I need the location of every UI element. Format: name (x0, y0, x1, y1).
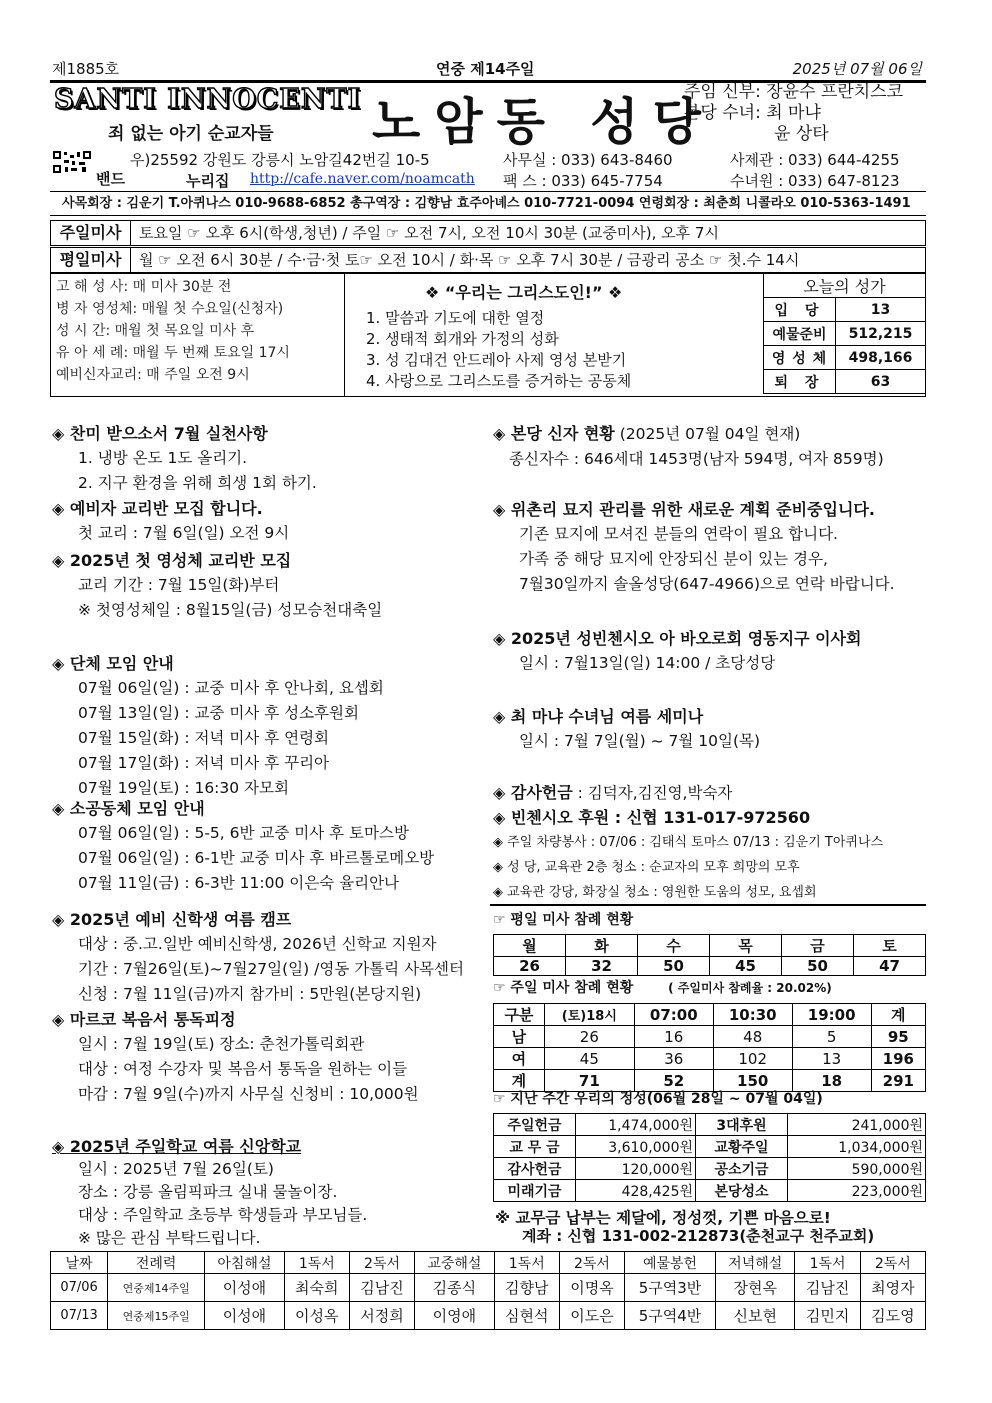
notice-line: 일시 : 7월 7일(월) ~ 7월 10일(목) (519, 732, 761, 750)
info-item: 유 아 세 례: 매월 두 번째 토요일 17시 (56, 345, 290, 361)
schedule-cell: 5구역4반 (625, 1302, 716, 1330)
notice-line: : 김덕자,김진영,박숙자 (572, 784, 733, 802)
cell: 교황주일 (696, 1136, 788, 1158)
notice-line: ※ 많은 관심 부탁드립니다. (78, 1229, 261, 1247)
dues-note: ※ 교무금 납부는 제달에, 정성껏, 기쁜 마음으로! (495, 1209, 831, 1227)
notice-catechumen (52, 496, 289, 546)
day-value: 45 (710, 957, 782, 976)
notice-line: 기간 : 7월26일(토)~7월27일(일) /영동 가톨릭 사목센터 (78, 960, 464, 978)
col-header: (토)18시 (544, 1004, 634, 1026)
notice-parishioners (493, 421, 884, 472)
schedule-header: 2독서 (559, 1252, 624, 1274)
info-item: 고 해 성 사: 매 미사 30분 전 (56, 279, 232, 295)
cell: 본당성소 (696, 1180, 788, 1202)
weekday-attendance-title: ☞ 평일 미사 참례 현황 (493, 912, 634, 928)
schedule-header: 1독서 (494, 1252, 559, 1274)
schedule-header: 아침해설 (205, 1252, 285, 1274)
notice-line: 첫 교리 : 7월 6일(일) 오전 9시 (78, 524, 290, 542)
sunday-attendance-table (493, 1003, 926, 1092)
cell: 196 (871, 1048, 925, 1070)
homepage-link[interactable]: http://cafe.naver.com/noamcath (250, 171, 475, 187)
goal-item: 4. 사랑으로 그리스도를 증거하는 공동체 (366, 372, 632, 390)
notice-heading: ◈ 2025년 첫 영성체 교리반 모집 (52, 551, 292, 570)
cell: 3,610,000원 (576, 1136, 696, 1158)
band-link[interactable]: 밴드 (96, 170, 125, 188)
notice-line: 07월 13일(일) : 교중 미사 후 성소후원회 (78, 704, 359, 722)
convent-phone: 수녀원 : 033) 647-8123 (730, 172, 900, 190)
cell: 18 (792, 1070, 871, 1092)
hymn-value: 13 (836, 298, 926, 322)
notice-line: 대상 : 주일학교 초등부 학생들과 부모님들. (78, 1206, 368, 1224)
weekday-mass (50, 247, 926, 273)
top-bar (50, 58, 926, 80)
notice-line: 장소 : 강릉 올림픽파크 실내 물놀이장. (78, 1183, 338, 1201)
col-header: 19:00 (792, 1004, 871, 1026)
sunday-mass-times: 토요일 ☞ 오후 6시(학생,청년) / 주일 ☞ 오전 7시, 오전 10시 30분 (교중미사), 오후 7시 (139, 224, 719, 242)
schedule-cell: 이영애 (415, 1302, 495, 1330)
schedule-cell: 최숙희 (284, 1274, 349, 1302)
notice-mark-retreat (52, 1007, 419, 1107)
finance-title: ☞ 지난 주간 우리의 정성(06월 28일 ~ 07월 04일) (493, 1091, 823, 1107)
notice-heading: ◈ 2025년 주일학교 여름 신앙학교 (52, 1137, 302, 1156)
schedule-cell: 이성애 (205, 1274, 285, 1302)
cell: 241,000원 (788, 1114, 926, 1136)
notice-cleaning-1: ◈ 성 당, 교육관 2층 청소 : 순교자의 모후 희망의 모후 (493, 860, 800, 875)
weekday-attendance-table (493, 934, 926, 976)
notice-heading: ◈ 2025년 예비 신학생 여름 캠프 (52, 910, 292, 929)
sacrament-info (56, 276, 290, 386)
notice-heading: ◈ 본당 신자 현황 (493, 424, 615, 443)
hymn-label: 입 당 (764, 298, 836, 322)
cell: 428,425원 (576, 1180, 696, 1202)
notice-cemetery (493, 497, 895, 597)
cell: 16 (634, 1026, 713, 1048)
weekday-mass-label: 평일미사 (51, 248, 131, 272)
schedule-cell: 이성애 (205, 1302, 285, 1330)
sister-2: 윤 상타 (774, 124, 829, 144)
col-header: 계 (871, 1004, 925, 1026)
page-title: 노암동 성당 (372, 93, 715, 151)
hymn-value: 512,215 (836, 322, 926, 346)
notice-heading: ◈ 감사헌금 (493, 783, 573, 802)
notice-line: 일시 : 2025년 7월 26일(토) (78, 1160, 274, 1178)
cell: 36 (634, 1048, 713, 1070)
notice-vincent-meeting (493, 626, 861, 676)
notice-heading: ◈ 예비자 교리반 모집 합니다. (52, 499, 263, 518)
cell: 223,000원 (788, 1180, 926, 1202)
schedule-cell: 김도영 (860, 1302, 925, 1330)
cell: 120,000원 (576, 1158, 696, 1180)
col-header: 10:30 (713, 1004, 792, 1026)
notice-small-community (52, 796, 434, 896)
notice-seminary-camp (52, 907, 464, 1007)
schedule-cell: 이성옥 (284, 1302, 349, 1330)
hymn-box (763, 273, 926, 397)
date: 2025년 07월 06일 (792, 60, 922, 78)
notice-line: 신청 : 7월 11일(금)까지 참가비 : 5만원(본당지원) (78, 985, 422, 1003)
season: 연중 제14주일 (436, 60, 535, 78)
notice-line: 07월 15일(화) : 저녁 미사 후 연령회 (78, 729, 330, 747)
cell: 교 무 금 (494, 1136, 576, 1158)
info-item: 성 시 간: 매월 첫 목요일 미사 후 (56, 323, 255, 339)
sunday-attendance-title (493, 976, 832, 1001)
goal-item: 2. 생태적 회개와 가정의 성화 (366, 330, 559, 348)
notice-line: 교리 기간 : 7월 15일(화)부터 (78, 576, 280, 594)
cell: 감사헌금 (494, 1158, 576, 1180)
notice-cleaning-2: ◈ 교육관 강당, 화장실 청소 : 영원한 도움의 성모, 요셉회 (493, 885, 817, 900)
schedule-cell: 김남진 (795, 1274, 860, 1302)
notice-heading: ◈ 빈첸시오 후원 : 신협 131-017-972560 (493, 808, 811, 827)
notice-first-communion (52, 548, 382, 623)
hymn-label: 영 성 체 (764, 346, 836, 370)
notice-line: 대상 : 중.고.일반 예비신학생, 2026년 신학교 지원자 (78, 935, 437, 953)
day-value: 50 (638, 957, 710, 976)
schedule-cell: 이도은 (559, 1302, 624, 1330)
schedule-cell: 장현옥 (715, 1274, 795, 1302)
cell: 71 (544, 1070, 634, 1092)
notice-heading: ◈ 소공동체 모임 안내 (52, 799, 205, 818)
cell: 102 (713, 1048, 792, 1070)
info-item: 병 자 영성체: 매월 첫 수요일(신청자) (56, 301, 284, 317)
goal-item: 3. 성 김대건 안드레아 사제 영성 본받기 (366, 351, 627, 369)
qr-code-icon (52, 150, 92, 174)
notice-line: 07월 11일(금) : 6-3반 11:00 이은숙 율리안나 (78, 874, 400, 892)
day-value: 47 (854, 957, 926, 976)
notice-date: (2025년 07월 04일 현재) (619, 425, 801, 443)
notice-line: 2. 지구 환경을 위해 희생 1회 하기. (78, 474, 317, 492)
day-header: 토 (854, 935, 926, 957)
schedule-header: 예물봉헌 (625, 1252, 716, 1274)
notice-heading: ◈ 찬미 받으소서 7월 실천사항 (52, 424, 268, 443)
clergy (684, 82, 903, 145)
notice-line: 대상 : 여정 수강자 및 복음서 통독을 원하는 이들 (78, 1060, 408, 1078)
cell: 3대후원 (696, 1114, 788, 1136)
notice-driving: ◈ 주일 차량봉사 : 07/06 : 김태식 토마스 07/13 : 김운기 T아퀴나스 (493, 835, 884, 850)
office-phone: 사무실 : 033) 643-8460 (503, 151, 673, 169)
cell: 주일헌금 (494, 1114, 576, 1136)
schedule-cell: 심현석 (494, 1302, 559, 1330)
notice-laudato-si (52, 421, 317, 496)
sunday-attendance-label: ☞ 주일 미사 참례 현황 (493, 980, 634, 996)
cell: 1,034,000원 (788, 1136, 926, 1158)
cell: 여 (494, 1048, 545, 1070)
sister-1: 본당 수녀: 최 마냐 (684, 103, 821, 123)
notice-group-meetings (52, 651, 384, 801)
goals-title: ❖ “우리는 그리스도인!” ❖ (425, 283, 623, 302)
day-header: 금 (782, 935, 854, 957)
schedule-cell: 김남진 (349, 1274, 414, 1302)
hymn-title: 오늘의 성가 (764, 274, 926, 298)
cell: 45 (544, 1048, 634, 1070)
hymn-value: 498,166 (836, 346, 926, 370)
day-header: 월 (494, 935, 566, 957)
schedule-cell: 5구역3반 (625, 1274, 716, 1302)
day-value: 50 (782, 957, 854, 976)
hymn-value: 63 (836, 370, 926, 394)
schedule-cell: 신보현 (715, 1302, 795, 1330)
cell: 150 (713, 1070, 792, 1092)
col-header: 구분 (494, 1004, 545, 1026)
notice-line: 07월 19일(토) : 16:30 자모회 (78, 779, 289, 797)
address: 우)25592 강원도 강릉시 노암길42번길 10-5 (130, 151, 430, 169)
day-header: 수 (638, 935, 710, 957)
col-header: 07:00 (634, 1004, 713, 1026)
schedule-cell: 07/13 (51, 1302, 108, 1330)
schedule-cell: 최영자 (860, 1274, 925, 1302)
day-value: 32 (566, 957, 638, 976)
schedule-cell: 서정희 (349, 1302, 414, 1330)
cell: 계 (494, 1070, 545, 1092)
day-header: 목 (710, 935, 782, 957)
schedule-header: 2독서 (860, 1252, 925, 1274)
notice-heading: ◈ 단체 모임 안내 (52, 654, 174, 673)
schedule-cell: 김종식 (415, 1274, 495, 1302)
cell: 미래기금 (494, 1180, 576, 1202)
notice-line: 종신자수 : 646세대 1453명(남자 594명, 여자 859명) (509, 450, 884, 468)
notice-heading: ◈ 마르코 복음서 통독피정 (52, 1010, 236, 1029)
schedule-header: 1독서 (284, 1252, 349, 1274)
notice-line: 일시 : 7월 19일(토) 장소: 춘천가톨릭회관 (78, 1035, 365, 1053)
schedule-cell: 07/06 (51, 1274, 108, 1302)
issue-number: 제1885호 (52, 60, 120, 78)
logo-text: SANTI INNOCENTI (54, 84, 362, 115)
schedule-cell: 김민지 (795, 1302, 860, 1330)
sunday-mass (50, 220, 926, 246)
finance-table (493, 1113, 926, 1202)
notice-heading: ◈ 최 마냐 수녀님 여름 세미나 (493, 707, 704, 726)
notice-line: 07월 17일(화) : 저녁 미사 후 꾸리아 (78, 754, 330, 772)
cell: 남 (494, 1026, 545, 1048)
cell: 26 (544, 1026, 634, 1048)
schedule-header: 날짜 (51, 1252, 108, 1274)
cell: 52 (634, 1070, 713, 1092)
cell: 1,474,000원 (576, 1114, 696, 1136)
notice-sunday-school (52, 1135, 367, 1250)
schedule-cell: 김향남 (494, 1274, 559, 1302)
notice-line: 07월 06일(일) : 5-5, 6반 교중 미사 후 토마스방 (78, 824, 409, 842)
officers-line: 사목회장 : 김운기 T.아퀴나스 010-9688-6852 총구역장 : 김향남 효주아녜스 010-7721-0094 연령회장 : 최춘희 니콜라오 010-5363-1491 (50, 191, 926, 216)
day-header: 화 (566, 935, 638, 957)
schedule-cell: 연중제15주일 (108, 1302, 205, 1330)
notice-line: 7월30일까지 솔올성당(647-4966)으로 연락 바랍니다. (519, 575, 895, 593)
hymn-label: 퇴 장 (764, 370, 836, 394)
notice-line: 기존 묘지에 모셔진 분들의 연락이 필요 합니다. (519, 525, 838, 543)
weekday-mass-times: 월 ☞ 오전 6시 30분 / 수·금·첫 토☞ 오전 10시 / 화·목 ☞ 오후 7시 30분 / 금광리 공소 ☞ 첫.수 14시 (139, 251, 800, 269)
hymn-label: 예물준비 (764, 322, 836, 346)
cell: 291 (871, 1070, 925, 1092)
goals-list (366, 308, 631, 392)
schedule-header: 2독서 (349, 1252, 414, 1274)
day-value: 26 (494, 957, 566, 976)
notice-line: 마감 : 7월 9일(수)까지 사무실 신청비 : 10,000원 (78, 1085, 419, 1103)
notice-heading: ◈ 위촌리 묘지 관리를 위한 새로운 계획 준비중입니다. (493, 500, 875, 519)
notice-vincent-support (493, 805, 810, 831)
account-note: 계좌 : 신협 131-002-212873(춘천교구 천주교회) (522, 1227, 875, 1245)
goal-item: 1. 말씀과 기도에 대한 열정 (366, 309, 545, 327)
schedule-header: 1독서 (795, 1252, 860, 1274)
cell: 590,000원 (788, 1158, 926, 1180)
cell: 13 (792, 1048, 871, 1070)
cell: 48 (713, 1026, 792, 1048)
sunday-mass-label: 주일미사 (51, 221, 131, 245)
homepage-label: 누리집 (186, 172, 230, 190)
schedule-cell: 이명옥 (559, 1274, 624, 1302)
notice-heading: ◈ 2025년 성빈첸시오 아 바오로회 영동지구 이사회 (493, 629, 862, 648)
pastor: 주임 신부: 장윤수 프란치스코 (684, 82, 904, 102)
liturgy-schedule-table (50, 1251, 926, 1330)
notice-line: ※ 첫영성체일 : 8월15일(금) 성모승천대축일 (78, 601, 383, 619)
notice-line: 07월 06일(일) : 교중 미사 후 안나회, 요셉회 (78, 679, 384, 697)
info-item: 예비신자교리: 매 주일 오전 9시 (56, 367, 250, 383)
schedule-header: 저녁해설 (715, 1252, 795, 1274)
cell: 95 (871, 1026, 925, 1048)
notice-line: 일시 : 7월13일(일) 14:00 / 초당성당 (519, 654, 776, 672)
notice-line: 1. 냉방 온도 1도 올리기. (78, 449, 248, 467)
rectory-phone: 사제관 : 033) 644-4255 (730, 151, 900, 169)
notice-line: 07월 06일(일) : 6-1반 교중 미사 후 바르톨로메오방 (78, 849, 435, 867)
schedule-header: 전례력 (108, 1252, 205, 1274)
notice-seminar (493, 704, 760, 754)
attendance-rate: ( 주일미사 참례율 : 20.02%) (668, 981, 832, 995)
schedule-cell: 연중제14주일 (108, 1274, 205, 1302)
notice-thanks-offering (493, 780, 732, 806)
schedule-header: 교중해설 (415, 1252, 495, 1274)
cell: 공소기금 (696, 1158, 788, 1180)
cell: 5 (792, 1026, 871, 1048)
fax: 팩 스 : 033) 645-7754 (503, 172, 663, 190)
notice-line: 가족 중 해당 묘지에 안장되신 분이 있는 경우, (519, 550, 828, 568)
logo-subtitle: 죄 없는 아기 순교자들 (108, 124, 274, 144)
